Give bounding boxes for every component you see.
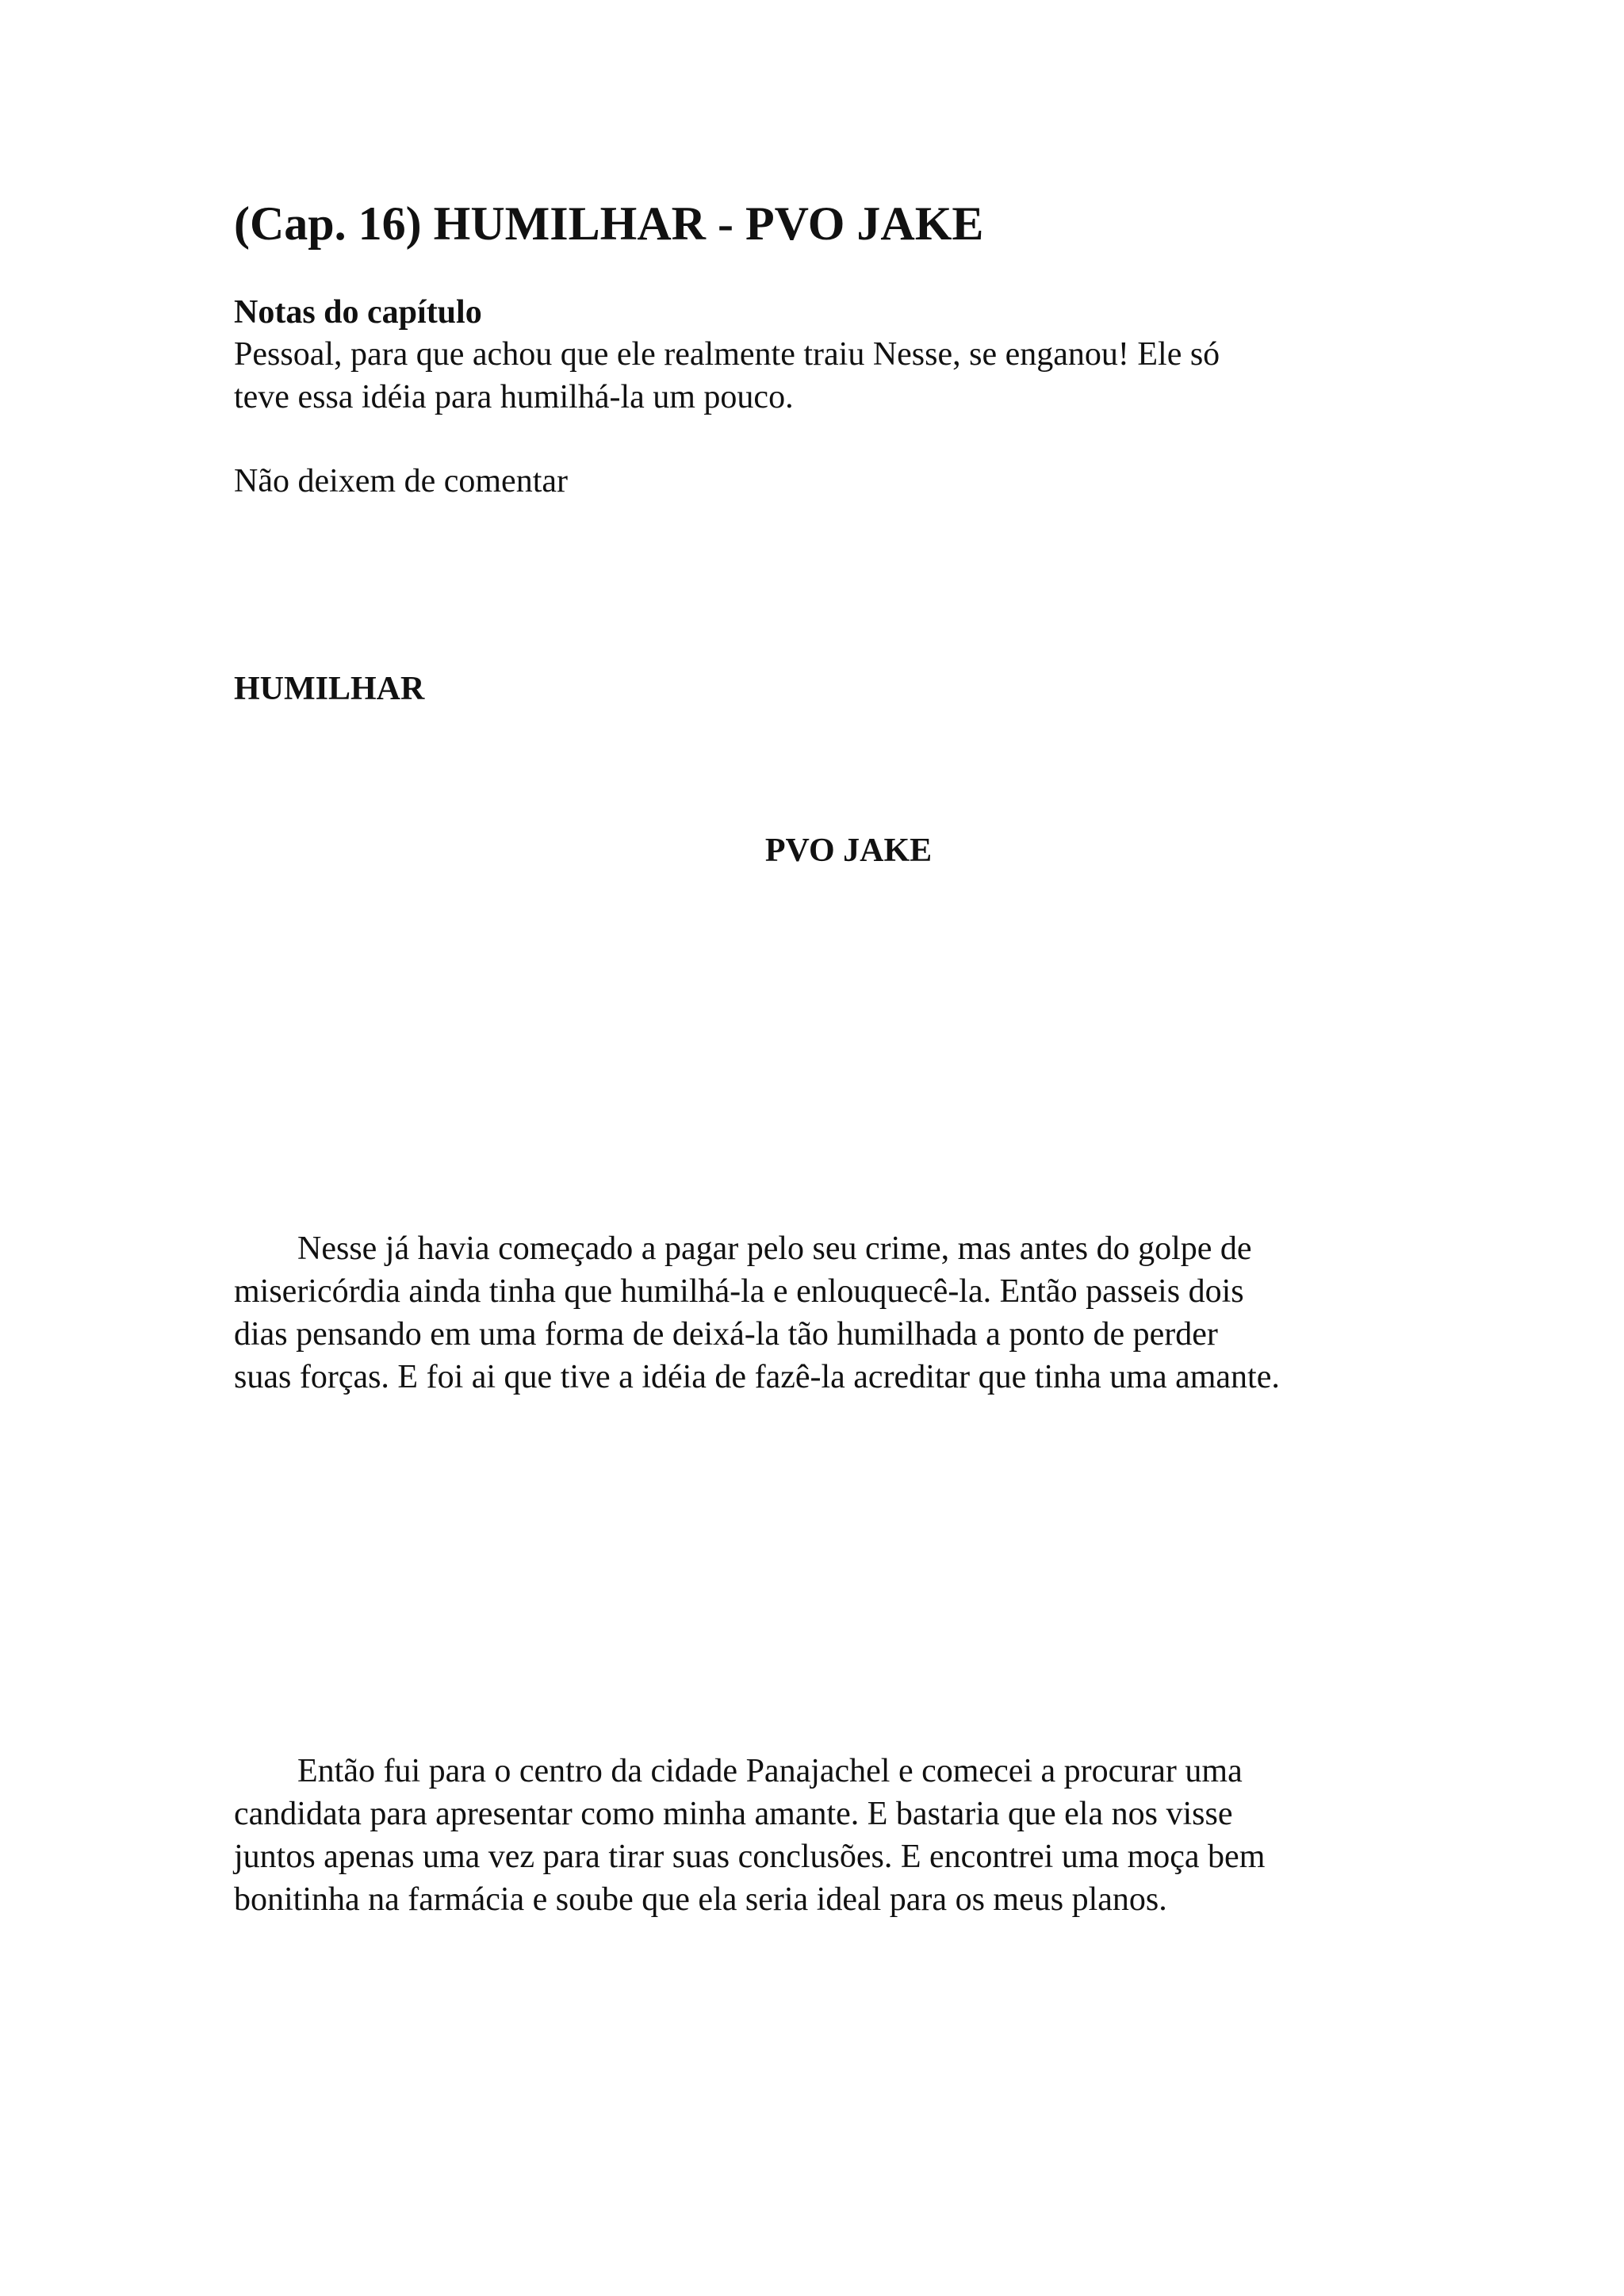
paragraph-line: bonitinha na farmácia e soube que ela seria ideal para os meus planos. xyxy=(234,1881,1167,1918)
chapter-title: (Cap. 16) HUMILHAR - PVO JAKE xyxy=(234,197,984,250)
chapter-notes-heading: Notas do capítulo xyxy=(234,294,482,331)
paragraph-line: juntos apenas uma vez para tirar suas conclusões. E encontrei uma moça bem xyxy=(234,1839,1266,1875)
chapter-notes-text xyxy=(234,333,1423,419)
paragraph-line: dias pensando em uma forma de deixá-la tão humilhada a ponto de perder xyxy=(234,1316,1218,1353)
paragraph-line: misericórdia ainda tinha que humilhá-la e enlouquecê-la. Então passeis dois xyxy=(234,1273,1244,1310)
notes-comment-request: Não deixem de comentar xyxy=(234,463,568,499)
notes-line: teve essa idéia para humilhá-la um pouco. xyxy=(234,379,794,415)
story-paragraph-2 xyxy=(234,1750,1423,1921)
story-paragraph-1 xyxy=(234,1227,1423,1399)
paragraph-line: Então fui para o centro da cidade Panajachel e comecei a procurar uma xyxy=(297,1753,1243,1789)
paragraph-line: candidata para apresentar como minha amante. E bastaria que ela nos visse xyxy=(234,1796,1233,1832)
paragraph-line: suas forças. E foi ai que tive a idéia de fazê-la acreditar que tinha uma amante. xyxy=(234,1359,1280,1395)
notes-line: Pessoal, para que achou que ele realmente traiu Nesse, se enganou! Ele só xyxy=(234,336,1220,373)
paragraph-line: Nesse já havia começado a pagar pelo seu crime, mas antes do golpe de xyxy=(297,1230,1252,1267)
section-heading: HUMILHAR xyxy=(234,671,425,707)
pov-heading: PVO JAKE xyxy=(764,832,933,869)
